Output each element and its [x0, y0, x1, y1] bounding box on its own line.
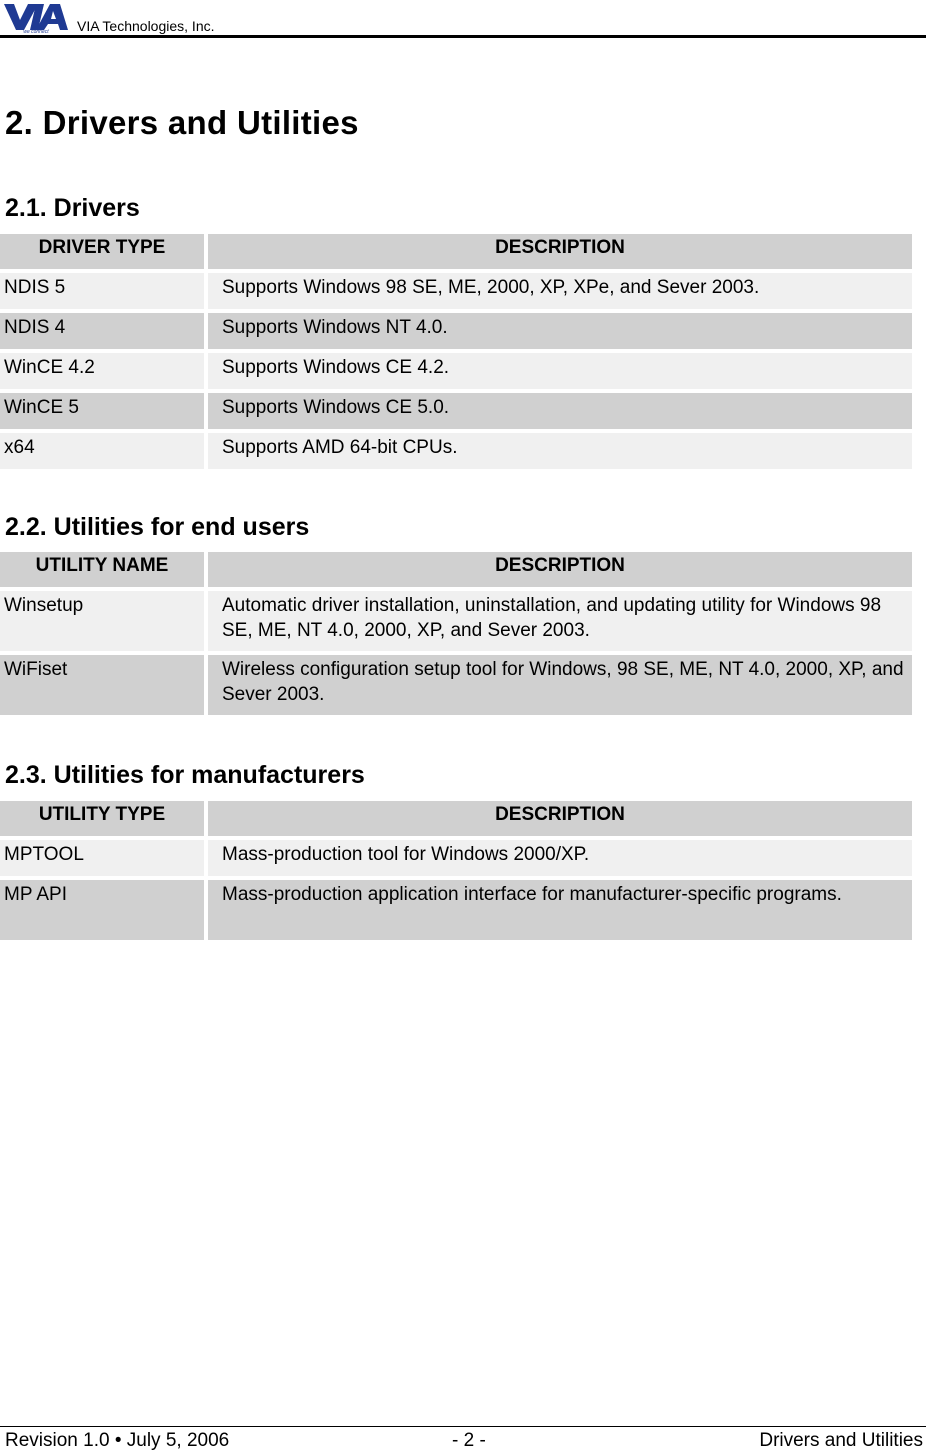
table-cell: Mass-production tool for Windows 2000/XP.	[208, 840, 912, 876]
table-row	[0, 273, 912, 309]
manufacturer-utilities-table	[0, 797, 912, 944]
table-cell: Automatic driver installation, uninstallation, and updating utility for Windows 98 SE, ME, NT 4.0, 2000, XP, and Sever 2003.	[208, 591, 912, 651]
table-header-row	[0, 234, 912, 269]
table-row	[0, 655, 912, 715]
table-cell: NDIS 5	[0, 273, 208, 309]
table-cell: Wireless configuration setup tool for Windows, 98 SE, ME, NT 4.0, 2000, XP, and Sever 2003.	[208, 655, 912, 715]
table-row	[0, 433, 912, 469]
table-cell: Supports Windows 98 SE, ME, 2000, XP, XPe, and Sever 2003.	[208, 273, 912, 309]
drivers-table	[0, 230, 912, 473]
table-cell: MPTOOL	[0, 840, 208, 876]
table-cell: Supports Windows CE 5.0.	[208, 393, 912, 429]
table-row	[0, 393, 912, 429]
table-cell: MP API	[0, 880, 208, 940]
table-cell: Supports Windows CE 4.2.	[208, 353, 912, 389]
column-header: UTILITY NAME	[0, 552, 208, 587]
via-logo	[2, 2, 70, 34]
table-row	[0, 840, 912, 876]
company-name: VIA Technologies, Inc.	[77, 18, 215, 34]
page-header	[0, 0, 926, 40]
table-row	[0, 880, 912, 940]
section-heading-drivers: 2.1. Drivers	[5, 194, 140, 222]
column-header: DESCRIPTION	[208, 801, 912, 836]
section-heading-end-user-utilities: 2.2. Utilities for end users	[5, 513, 310, 541]
header-rule	[0, 35, 926, 38]
end-user-utilities-table	[0, 548, 912, 719]
svg-text:we connect: we connect	[23, 29, 49, 34]
table-cell: Mass-production application interface for manufacturer-specific programs.	[208, 880, 912, 940]
table-cell: WinCE 5	[0, 393, 208, 429]
page-title: 2. Drivers and Utilities	[5, 104, 359, 141]
column-header: UTILITY TYPE	[0, 801, 208, 836]
table-row	[0, 591, 912, 651]
table-cell: Winsetup	[0, 591, 208, 651]
table-cell: NDIS 4	[0, 313, 208, 349]
column-header: DRIVER TYPE	[0, 234, 208, 269]
table-cell: x64	[0, 433, 208, 469]
table-header-row	[0, 552, 912, 587]
column-header: DESCRIPTION	[208, 552, 912, 587]
column-header: DESCRIPTION	[208, 234, 912, 269]
footer-rule	[0, 1426, 926, 1427]
table-cell: Supports AMD 64-bit CPUs.	[208, 433, 912, 469]
table-row	[0, 313, 912, 349]
table-cell: Supports Windows NT 4.0.	[208, 313, 912, 349]
footer-chapter: Drivers and Utilities	[759, 1430, 923, 1451]
section-heading-manufacturer-utilities: 2.3. Utilities for manufacturers	[5, 761, 365, 789]
table-cell: WinCE 4.2	[0, 353, 208, 389]
table-header-row	[0, 801, 912, 836]
footer-page-number: - 2 -	[452, 1430, 486, 1451]
footer-revision: Revision 1.0 • July 5, 2006	[5, 1430, 230, 1451]
table-row	[0, 353, 912, 389]
table-cell: WiFiset	[0, 655, 208, 715]
